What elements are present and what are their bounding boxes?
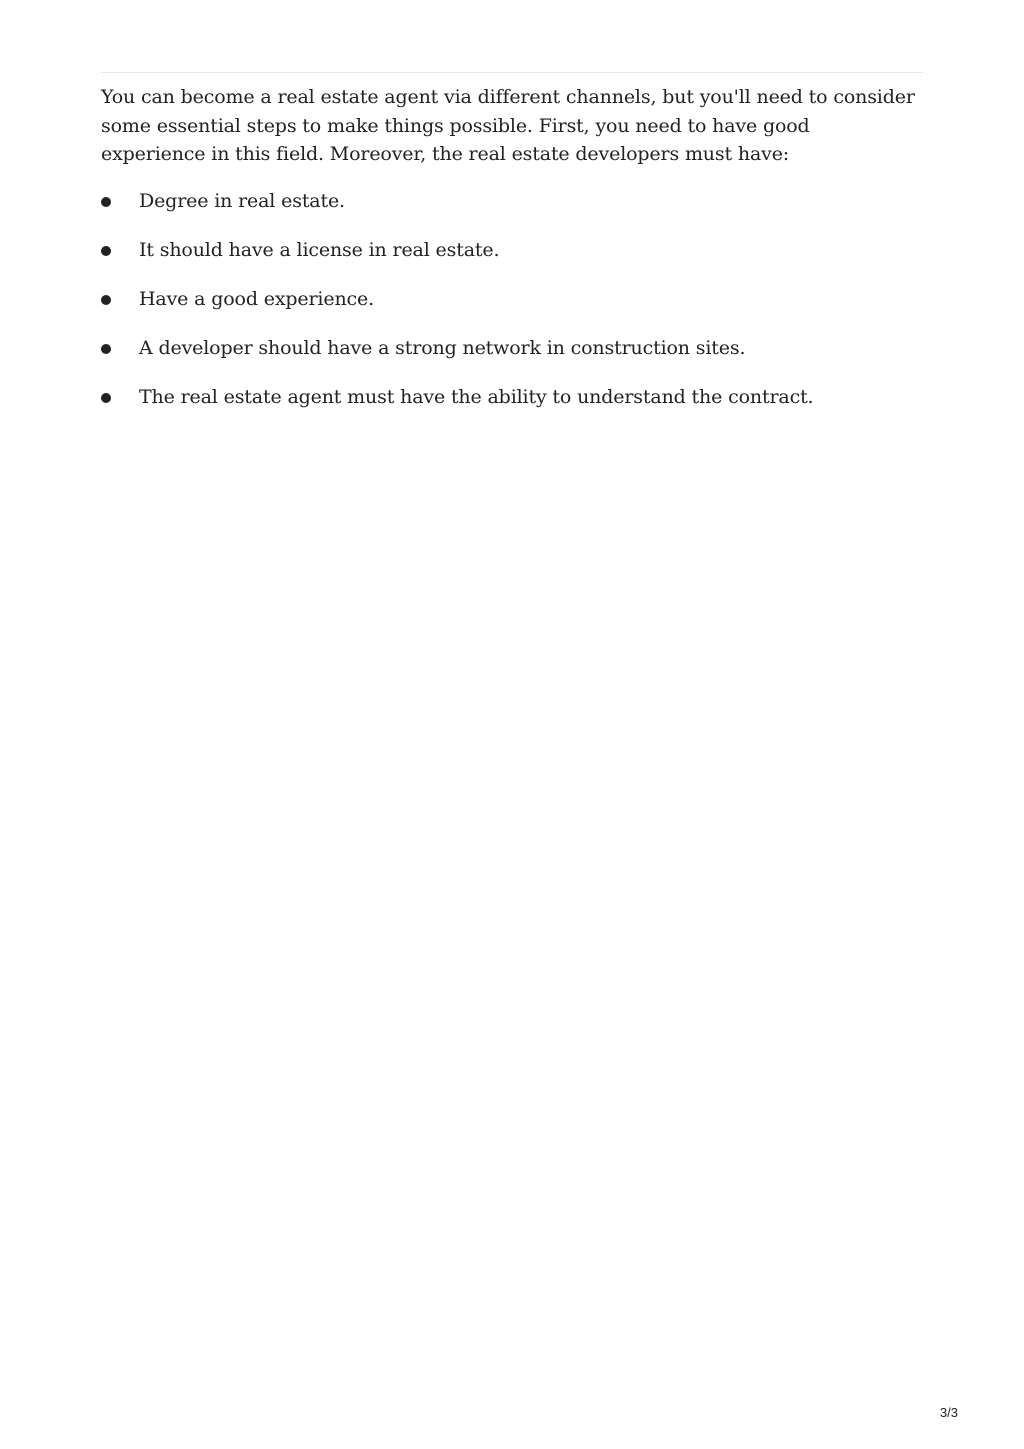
top-divider xyxy=(101,72,923,73)
bullet-dot-icon xyxy=(101,393,111,403)
bullet-dot-icon xyxy=(101,295,111,305)
intro-paragraph: You can become a real estate agent via different channels, but you'll need to consider some essential steps to make things possible. First, you need to have good experience in this field. Moreover, the real estate developers must have: xyxy=(101,86,915,165)
list-item xyxy=(101,383,916,432)
list-item xyxy=(101,285,916,334)
list-item-text: Have a good experience. xyxy=(139,288,375,310)
requirements-list xyxy=(101,187,916,432)
bullet-dot-icon xyxy=(101,344,111,354)
list-item xyxy=(101,187,916,236)
list-item xyxy=(101,236,916,285)
list-item xyxy=(101,334,916,383)
bullet-dot-icon xyxy=(101,197,111,207)
list-item-text: The real estate agent must have the ability to understand the contract. xyxy=(139,386,814,408)
bullet-dot-icon xyxy=(101,246,111,256)
page-number: 3/3 xyxy=(939,1405,958,1420)
list-item-text: A developer should have a strong network in construction sites. xyxy=(139,337,746,359)
list-item-text: It should have a license in real estate. xyxy=(139,239,500,261)
list-item-text: Degree in real estate. xyxy=(139,190,345,212)
